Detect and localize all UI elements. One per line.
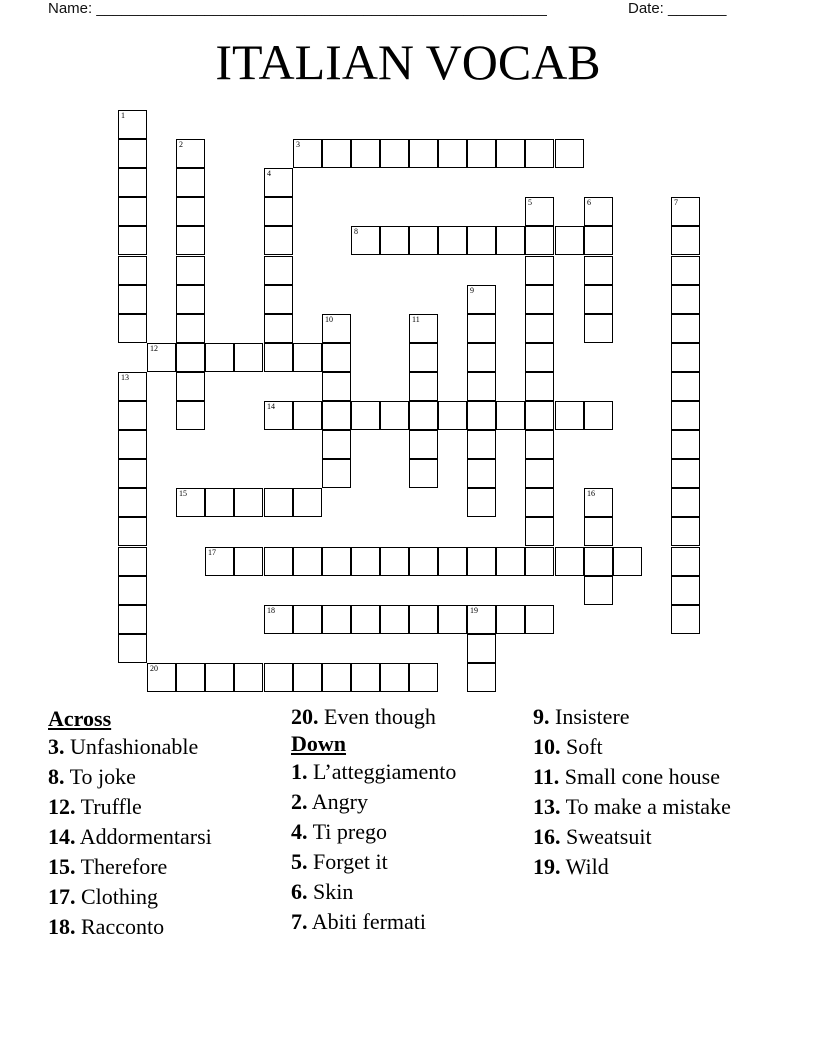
grid-cell[interactable] (264, 488, 293, 517)
clue-number: 18 (267, 606, 275, 615)
grid-cell[interactable] (525, 372, 554, 401)
grid-cell[interactable] (351, 547, 380, 576)
clue-item-number: 13. (533, 794, 561, 819)
name-label: Name: ______________________________________________________ (48, 0, 547, 17)
grid-cell[interactable] (409, 372, 438, 401)
clue-item (291, 819, 526, 849)
grid-cell[interactable] (467, 634, 496, 663)
clue-item-number: 14. (48, 824, 76, 849)
clue-item-number: 9. (533, 704, 550, 729)
grid-cell[interactable] (584, 488, 613, 517)
clue-item (533, 854, 773, 884)
grid-cell[interactable] (264, 314, 293, 343)
clue-item-text: Wild (560, 854, 609, 879)
clue-item (533, 764, 773, 794)
grid-cell[interactable] (351, 401, 380, 430)
clue-number: 16 (587, 489, 595, 498)
grid-cell[interactable] (671, 517, 700, 546)
clues-column-across (48, 704, 283, 944)
grid-cell[interactable] (351, 226, 380, 255)
down-heading: Down (291, 731, 347, 756)
grid-cell[interactable] (409, 401, 438, 430)
clue-item (48, 794, 283, 824)
clue-item-text: Forget it (307, 849, 388, 874)
grid-cell[interactable] (555, 547, 584, 576)
clue-item-number: 15. (48, 854, 76, 879)
grid-cell[interactable] (176, 226, 205, 255)
grid-cell[interactable] (118, 517, 147, 546)
grid-cell[interactable] (118, 314, 147, 343)
grid-cell[interactable] (380, 547, 409, 576)
grid-cell[interactable] (176, 197, 205, 226)
clue-number: 11 (412, 315, 420, 324)
grid-cell[interactable] (205, 663, 234, 692)
grid-cell[interactable] (264, 226, 293, 255)
grid-cell[interactable] (176, 488, 205, 517)
grid-cell[interactable] (409, 226, 438, 255)
grid-cell[interactable] (205, 547, 234, 576)
grid-cell[interactable] (555, 139, 584, 168)
grid-cell[interactable] (118, 226, 147, 255)
clues-column-middle (291, 704, 526, 939)
clue-item-text: Unfashionable (64, 734, 199, 759)
grid-cell[interactable] (438, 547, 467, 576)
grid-cell[interactable] (322, 139, 351, 168)
grid-cell[interactable] (176, 168, 205, 197)
clue-item (291, 759, 526, 789)
clue-item-text: To make a mistake (560, 794, 731, 819)
grid-cell[interactable] (293, 343, 322, 372)
grid-cell[interactable] (118, 139, 147, 168)
grid-cell[interactable] (205, 488, 234, 517)
grid-cell[interactable] (118, 256, 147, 285)
grid-cell[interactable] (322, 430, 351, 459)
grid-cell[interactable] (205, 343, 234, 372)
grid-cell[interactable] (409, 314, 438, 343)
grid-cell[interactable] (351, 663, 380, 692)
clue-item-text: Abiti fermati (307, 909, 427, 934)
grid-cell[interactable] (234, 488, 263, 517)
grid-cell[interactable] (671, 285, 700, 314)
grid-cell[interactable] (176, 314, 205, 343)
grid-cell[interactable] (322, 663, 351, 692)
grid-cell[interactable] (234, 343, 263, 372)
grid-cell[interactable] (118, 401, 147, 430)
grid-cell[interactable] (176, 401, 205, 430)
clue-item-number: 4. (291, 819, 308, 844)
grid-cell[interactable] (496, 605, 525, 634)
grid-cell[interactable] (293, 401, 322, 430)
grid-cell[interactable] (671, 576, 700, 605)
grid-cell[interactable] (264, 605, 293, 634)
grid-cell[interactable] (409, 139, 438, 168)
grid-cell[interactable] (671, 256, 700, 285)
clue-number: 4 (267, 169, 271, 178)
grid-cell[interactable] (467, 372, 496, 401)
clue-number: 15 (179, 489, 187, 498)
grid-cell[interactable] (525, 285, 554, 314)
clue-item-number: 2. (291, 789, 308, 814)
clue-item-text: Small cone house (559, 764, 720, 789)
grid-cell[interactable] (351, 605, 380, 634)
clue-number: 10 (325, 315, 333, 324)
grid-cell[interactable] (264, 197, 293, 226)
clue-item (533, 704, 773, 734)
grid-cell[interactable] (671, 343, 700, 372)
grid-cell[interactable] (118, 459, 147, 488)
grid-cell[interactable] (467, 430, 496, 459)
clue-item-number: 5. (291, 849, 308, 874)
grid-cell[interactable] (118, 110, 147, 139)
clue-item-text: Clothing (75, 884, 159, 909)
grid-cell[interactable] (496, 401, 525, 430)
date-label: Date: _______ (628, 0, 727, 17)
grid-cell[interactable] (467, 343, 496, 372)
across-clue-list (48, 734, 283, 944)
clue-number: 3 (296, 140, 300, 149)
grid-cell[interactable] (671, 547, 700, 576)
grid-cell[interactable] (496, 547, 525, 576)
grid-cell[interactable] (351, 139, 380, 168)
grid-cell[interactable] (322, 343, 351, 372)
grid-cell[interactable] (467, 285, 496, 314)
grid-cell[interactable] (380, 226, 409, 255)
grid-cell[interactable] (584, 197, 613, 226)
grid-cell[interactable] (671, 314, 700, 343)
grid-cell[interactable] (264, 401, 293, 430)
grid-cell[interactable] (467, 139, 496, 168)
grid-cell[interactable] (525, 343, 554, 372)
grid-cell[interactable] (409, 430, 438, 459)
grid-cell[interactable] (380, 139, 409, 168)
grid-cell[interactable] (467, 401, 496, 430)
across-heading: Across (48, 706, 112, 731)
grid-cell[interactable] (293, 605, 322, 634)
grid-cell[interactable] (322, 547, 351, 576)
grid-cell[interactable] (525, 488, 554, 517)
clue-item (48, 824, 283, 854)
grid-cell[interactable] (118, 605, 147, 634)
grid-cell[interactable] (176, 139, 205, 168)
clue-item-number: 20. (291, 704, 319, 729)
grid-cell[interactable] (118, 197, 147, 226)
grid-cell[interactable] (438, 401, 467, 430)
clue-item (291, 789, 526, 819)
grid-cell[interactable] (264, 343, 293, 372)
grid-cell[interactable] (264, 663, 293, 692)
grid-cell[interactable] (118, 576, 147, 605)
clue-item (291, 849, 526, 879)
clue-number: 8 (354, 227, 358, 236)
clue-item-number: 6. (291, 879, 308, 904)
grid-cell[interactable] (671, 488, 700, 517)
grid-cell[interactable] (147, 343, 176, 372)
clue-item (291, 879, 526, 909)
grid-cell[interactable] (264, 285, 293, 314)
grid-cell[interactable] (264, 168, 293, 197)
grid-cell[interactable] (118, 285, 147, 314)
clue-item-text: Ti prego (307, 819, 387, 844)
grid-cell[interactable] (293, 139, 322, 168)
clue-number: 14 (267, 402, 275, 411)
down-clue-list (291, 759, 526, 939)
grid-cell[interactable] (555, 401, 584, 430)
clue-item-number: 16. (533, 824, 561, 849)
grid-cell[interactable] (176, 372, 205, 401)
grid-cell[interactable] (176, 256, 205, 285)
grid-cell[interactable] (584, 226, 613, 255)
grid-cell[interactable] (525, 401, 554, 430)
grid-cell[interactable] (613, 547, 642, 576)
grid-cell[interactable] (671, 197, 700, 226)
clue-item-number: 10. (533, 734, 561, 759)
clue-item-text: Soft (560, 734, 603, 759)
grid-cell[interactable] (467, 314, 496, 343)
grid-cell[interactable] (176, 285, 205, 314)
clues-column-right (533, 704, 773, 884)
grid-cell[interactable] (438, 139, 467, 168)
grid-cell[interactable] (147, 663, 176, 692)
grid-cell[interactable] (176, 663, 205, 692)
grid-cell[interactable] (525, 605, 554, 634)
grid-cell[interactable] (118, 547, 147, 576)
grid-cell[interactable] (380, 605, 409, 634)
clue-item-number: 11. (533, 764, 560, 789)
grid-cell[interactable] (118, 372, 147, 401)
grid-cell[interactable] (525, 139, 554, 168)
clue-item-number: 12. (48, 794, 76, 819)
grid-cell[interactable] (525, 256, 554, 285)
clue-number: 1 (121, 111, 125, 120)
grid-cell[interactable] (322, 605, 351, 634)
clue-item (48, 764, 283, 794)
clue-item (291, 909, 526, 939)
clue-number: 7 (674, 198, 678, 207)
clue-item-text: Sweatsuit (560, 824, 652, 849)
clue-item-text: Addormentarsi (75, 824, 212, 849)
page-title: ITALIAN VOCAB (215, 34, 601, 90)
grid-cell[interactable] (467, 605, 496, 634)
clue-item-number: 17. (48, 884, 76, 909)
clue-number: 2 (179, 140, 183, 149)
grid-cell[interactable] (525, 430, 554, 459)
grid-cell[interactable] (293, 547, 322, 576)
grid-cell[interactable] (671, 605, 700, 634)
grid-cell[interactable] (671, 459, 700, 488)
grid-cell[interactable] (118, 634, 147, 663)
grid-cell[interactable] (380, 401, 409, 430)
grid-cell[interactable] (409, 547, 438, 576)
clue-item (48, 854, 283, 884)
grid-cell[interactable] (322, 314, 351, 343)
grid-cell[interactable] (234, 547, 263, 576)
grid-cell[interactable] (322, 372, 351, 401)
clue-item-number: 1. (291, 759, 308, 784)
clue-number: 13 (121, 373, 129, 382)
grid-cell[interactable] (438, 226, 467, 255)
grid-cell[interactable] (671, 226, 700, 255)
grid-cell[interactable] (467, 459, 496, 488)
clue-number: 9 (470, 286, 474, 295)
grid-cell[interactable] (584, 547, 613, 576)
grid-cell[interactable] (525, 547, 554, 576)
grid-cell[interactable] (467, 226, 496, 255)
grid-cell[interactable] (584, 285, 613, 314)
clue-item-text: Insistere (549, 704, 630, 729)
clue-item (533, 824, 773, 854)
grid-cell[interactable] (467, 488, 496, 517)
grid-cell[interactable] (409, 663, 438, 692)
grid-cell[interactable] (525, 314, 554, 343)
grid-cell[interactable] (409, 343, 438, 372)
clue-number: 5 (528, 198, 532, 207)
grid-cell[interactable] (671, 430, 700, 459)
grid-cell[interactable] (293, 663, 322, 692)
clue-number: 17 (208, 548, 216, 557)
grid-cell[interactable] (409, 605, 438, 634)
clue-item (533, 734, 773, 764)
clue-item-number: 3. (48, 734, 65, 759)
clue-item-text: L’atteggiamento (307, 759, 457, 784)
grid-cell[interactable] (584, 517, 613, 546)
grid-cell[interactable] (671, 401, 700, 430)
grid-cell[interactable] (584, 401, 613, 430)
grid-cell[interactable] (525, 517, 554, 546)
down-clue-list-continued (533, 704, 773, 884)
clue-number: 6 (587, 198, 591, 207)
clue-item-text: Angry (307, 789, 368, 814)
grid-cell[interactable] (525, 226, 554, 255)
clue-item-text: Even though (318, 704, 436, 729)
grid-cell[interactable] (264, 547, 293, 576)
grid-cell[interactable] (525, 459, 554, 488)
grid-cell[interactable] (118, 430, 147, 459)
grid-cell[interactable] (584, 314, 613, 343)
grid-cell[interactable] (234, 663, 263, 692)
clue-item-text: Truffle (75, 794, 142, 819)
grid-cell[interactable] (467, 663, 496, 692)
clue-item-number: 8. (48, 764, 65, 789)
grid-cell[interactable] (118, 168, 147, 197)
grid-cell[interactable] (118, 488, 147, 517)
clue-number: 20 (150, 664, 158, 673)
clue-item-text: To joke (64, 764, 136, 789)
grid-cell[interactable] (293, 488, 322, 517)
clue-item (48, 884, 283, 914)
grid-cell[interactable] (438, 605, 467, 634)
grid-cell[interactable] (409, 459, 438, 488)
grid-cell[interactable] (525, 197, 554, 226)
grid-cell[interactable] (496, 226, 525, 255)
grid-cell[interactable] (322, 459, 351, 488)
grid-cell[interactable] (467, 547, 496, 576)
clue-item-text: Skin (307, 879, 354, 904)
clue-item-number: 7. (291, 909, 308, 934)
grid-cell[interactable] (555, 226, 584, 255)
clue-item (533, 794, 773, 824)
clue-item-number: 19. (533, 854, 561, 879)
clue-number: 12 (150, 344, 158, 353)
grid-cell[interactable] (584, 256, 613, 285)
grid-cell[interactable] (496, 139, 525, 168)
grid-cell[interactable] (322, 401, 351, 430)
grid-cell[interactable] (264, 256, 293, 285)
grid-cell[interactable] (176, 343, 205, 372)
grid-cell[interactable] (671, 372, 700, 401)
clue-item-text: Therefore (75, 854, 168, 879)
clue-item (48, 914, 283, 944)
clue-number: 19 (470, 606, 478, 615)
clue-item-number: 18. (48, 914, 76, 939)
grid-cell[interactable] (584, 576, 613, 605)
grid-cell[interactable] (380, 663, 409, 692)
clue-item-text: Racconto (75, 914, 165, 939)
clue-item (48, 734, 283, 764)
